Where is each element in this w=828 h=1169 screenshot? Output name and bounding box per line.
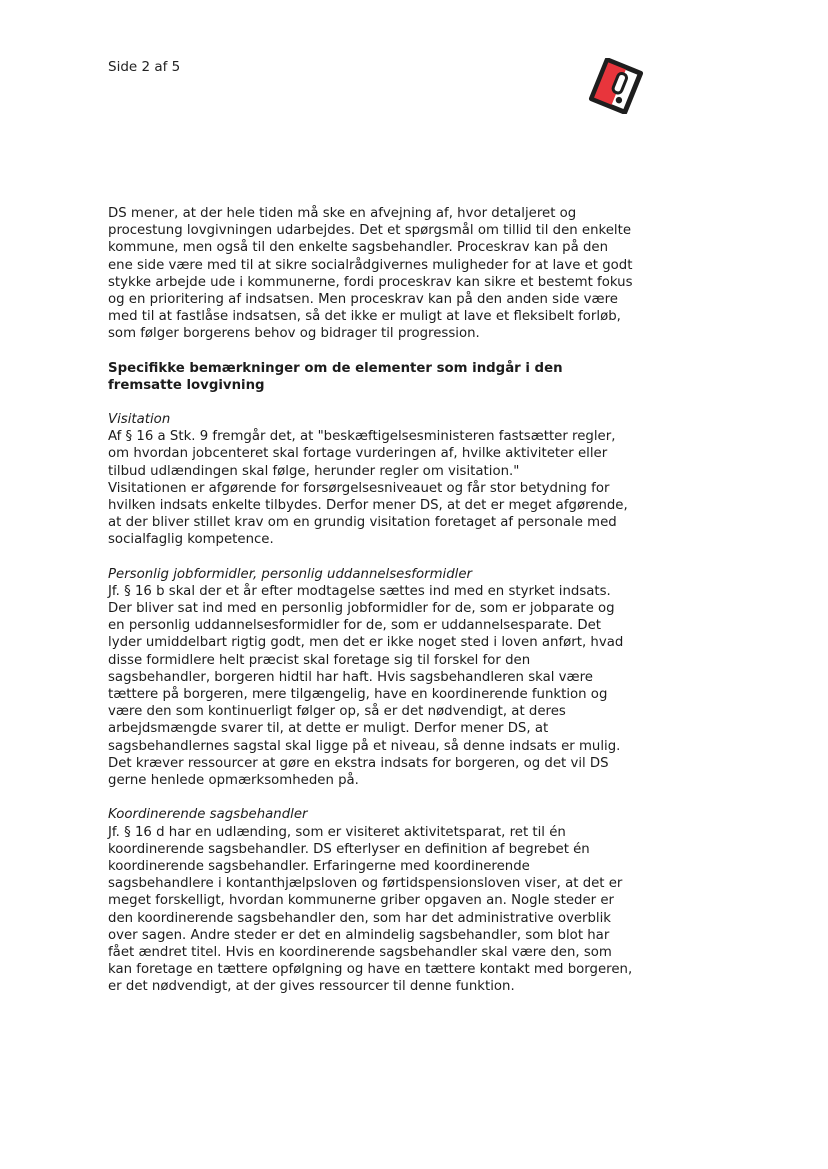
paragraph: Jf. § 16 b skal der et år efter modtagelse sættes ind med en styrket indsats. Der bliver sat ind med en personlig jobformidler for de, som er jobparate og en personlig uddannelsesformidler for de, som er uddannelsesparate. Det lyder umiddelbart rigtig godt, men det er ikke noget sted i loven anført, hvad disse formidlere helt præcist skal foretage sig til forskel for den sagsbehandler, borgeren hidtil har haft. Hvis sagsbehandleren skal være tættere på borgeren, mere tilgængelig, have en koordinerende funktion og være den som kontinuerligt følger op, så er det nødvendigt, at deres arbejdsmængde svarer til, at dette er muligt. Derfor mener DS, at sagsbehandlernes sagstal skal ligge på et niveau, så denne indsats er mulig. Det kræver ressourcer at gøre en ekstra indsats for borgeren, og det vil DS gerne henlede opmærksomheden på. <box>108 583 624 789</box>
ds-logo-icon <box>586 58 646 114</box>
section-visitation <box>108 411 633 549</box>
paragraph: Visitationen er afgørende for forsørgelsesniveauet og får stor betydning for hvilken indsats enkelte tilbydes. Derfor mener DS, at det er meget afgørende, at der bliver stillet krav om en grundig visitation foretaget af personale med socialfaglig kompetence. <box>108 480 628 548</box>
intro-paragraph: DS mener, at der hele tiden må ske en afvejning af, hvor detaljeret og procestung lovgivningen udarbejdes. Det et spørgsmål om tillid til den enkelte kommune, men også til den enkelte sagsbehandler. Proceskrav kan på den ene side være med til at sikre socialrådgivernes muligheder for at lave et godt stykke arbejde ude i kommunerne, fordi proceskrav kan sikre et bestemt fokus og en prioritering af indsatsen. Men proceskrav kan på den anden side være med til at fastlåse indsatsen, så det ikke er muligt at lave et fleksibelt forløb, som følger borgerens behov og bidrager til progression. <box>108 206 633 342</box>
section-heading: Specifikke bemærkninger om de elementer som indgår i den fremsatte lovgivning <box>108 360 563 393</box>
document-body <box>108 205 633 1013</box>
section-koordinerende-sagsbehandler <box>108 806 633 995</box>
page-number: Side 2 af 5 <box>108 59 181 75</box>
paragraph: Af § 16 a Stk. 9 fremgår det, at "beskæftigelsesministeren fastsætter regler, om hvordan jobcenteret skal fortage vurderingen af, hvilke aktiviteter eller tilbud udlændingen skal følge, herunder regler om visitation." <box>108 429 616 479</box>
section-title: Personlig jobformidler, personlig uddannelsesformidler <box>108 566 472 582</box>
section-title: Koordinerende sagsbehandler <box>108 807 308 823</box>
section-personlig-formidler <box>108 566 633 790</box>
paragraph: Jf. § 16 d har en udlænding, som er visiteret aktivitetsparat, ret til én koordinerende sagsbehandler. DS efterlyser en definition af begrebet én koordinerende sagsbehandler. Erfaringerne med koordinerende sagsbehandlere i kontanthjælpsloven og førtidspensionsloven viser, at det er meget forskelligt, hvordan kommunerne griber opgaven an. Nogle steder er den koordinerende sagsbehandler den, som har det administrative overblik over sagen. Andre steder er det en almindelig sagsbehandler, som blot har fået ændret titel. Hvis en koordinerende sagsbehandler skal være den, som kan foretage en tættere opfølgning og have en tættere kontakt med borgeren, er det nødvendigt, at der gives ressourcer til denne funktion. <box>108 824 633 995</box>
section-title: Visitation <box>108 412 171 428</box>
